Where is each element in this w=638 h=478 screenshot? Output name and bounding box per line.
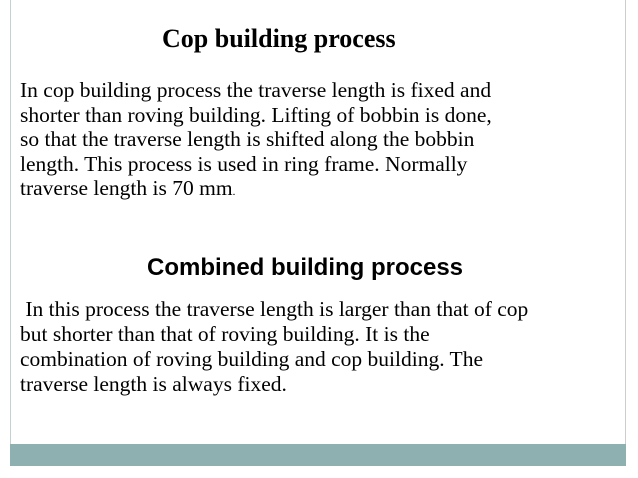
paragraph-line: shorter than roving building. Lifting of bobbin is done,: [20, 102, 492, 127]
paragraph-line: [20, 176, 620, 205]
paragraph-line: combination of roving building and cop building. The: [20, 347, 483, 371]
paragraph-line: but shorter than that of roving building. It is the: [20, 322, 430, 346]
paragraph-cop-building: [20, 78, 620, 205]
trailing-period: .: [232, 186, 236, 198]
heading-combined-building: Combined building process: [147, 254, 464, 281]
footer-bar: [10, 444, 626, 466]
paragraph-line: length. This process is used in ring frame. Normally: [20, 151, 468, 176]
paragraph-line: In cop building process the traverse length is fixed and: [20, 78, 492, 102]
paragraph-combined-building: [20, 297, 625, 397]
paragraph-line: so that the traverse length is shifted along the bobbin: [20, 127, 475, 151]
paragraph-line: In this process the traverse length is larger than that of cop: [20, 297, 529, 321]
paragraph-line-text: traverse length is 70 mm: [20, 176, 233, 200]
paragraph-line: traverse length is always fixed.: [20, 372, 287, 396]
heading-cop-building: Cop building process: [162, 24, 396, 53]
